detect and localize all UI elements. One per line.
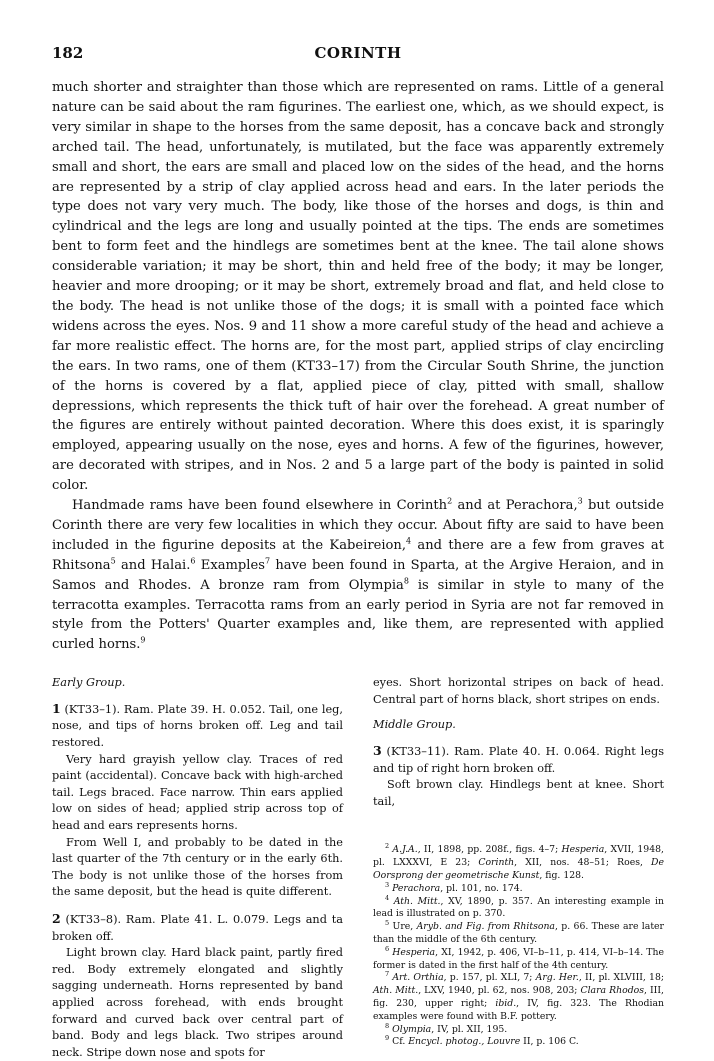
page-header xyxy=(52,44,664,66)
entry-head-text: (KT33–11). Ram. Plate 40. H. 0.064. Right legs and tip of right horn broken off. xyxy=(373,745,664,775)
footnote-text: Ath. Mitt. xyxy=(389,895,441,907)
text-run: and there are a few from graves at Rhitsona xyxy=(52,537,664,573)
footnote-3 xyxy=(373,880,664,896)
footnote-text: II, p. 106 C. xyxy=(520,1036,579,1048)
footnote-text: , p. 157, pl. XLI, 7; xyxy=(443,972,536,984)
footnote-text: Perachora xyxy=(389,882,441,894)
footnote-number: 3 xyxy=(385,880,390,889)
footnote-5 xyxy=(373,921,664,947)
footnote-ref: 6 xyxy=(190,556,196,566)
footnote-text: , LXV, 1940, pl. 62, nos. 908, 203; xyxy=(418,985,581,997)
footnote-text: , II, pl. XLVIII, 18; xyxy=(578,972,665,984)
footnote-number: 2 xyxy=(385,842,390,851)
footnote-text: Olympia xyxy=(389,1023,432,1035)
body-text xyxy=(52,78,664,655)
entry-1-note: From Well I, and probably to be dated in the last quarter of the 7th century or in the early 6th. The body is not unlike those of the horses from the same deposit, but the head is quite different. xyxy=(52,835,343,899)
entry-number: 3 xyxy=(373,743,382,759)
entry-head-text: (KT33–8). Ram. Plate 41. L. 0.079. Legs and ta broken off. xyxy=(52,913,343,943)
footnote-text: A.J.A. xyxy=(389,844,418,856)
footnote-6 xyxy=(373,944,664,973)
page-number: 182 xyxy=(52,44,84,62)
footnote-text: Hesperia xyxy=(561,844,605,856)
footnote-text: Arg. Her. xyxy=(535,972,579,984)
text-run: and Halai. xyxy=(115,557,191,573)
footnote-text: Encycl. photog., Louvre xyxy=(408,1036,521,1048)
footnote-text: , p. 66. These are later than the middle of the 6th century. xyxy=(373,921,665,946)
body-paragraph-2 xyxy=(52,496,664,655)
left-column xyxy=(52,675,343,1061)
footnote-8 xyxy=(373,1021,664,1037)
footnote-text: Corinth xyxy=(478,857,515,869)
text-run: have been found in Sparta, at the Argive Heraion, and in Samos and Rhodes. A bronze ram from Olympia xyxy=(52,557,664,593)
footnote-number: 5 xyxy=(385,919,390,928)
footnote-text: Ure, xyxy=(389,921,417,933)
text-run: but outside Corinth there are very few localities in which they occur. About fifty are said to have been included in the figurine deposits at the Kabeireion, xyxy=(52,498,664,553)
footnote-text: , fig. 128. xyxy=(539,870,585,882)
footnote-text: , XII, nos. 48–51; Roes, xyxy=(514,857,652,869)
footnote-number: 9 xyxy=(385,1034,390,1043)
footnote-text: ibid. xyxy=(495,998,517,1009)
footnote-number: 4 xyxy=(385,893,390,902)
footnote-ref: 2 xyxy=(447,496,453,506)
entry-head-text: (KT33–1). Ram. Plate 39. H. 0.052. Tail, one leg, nose, and tips of horns broken off. Leg and tail restored. xyxy=(52,702,343,750)
catalogue-columns xyxy=(52,675,664,1061)
footnote-number: 8 xyxy=(385,1021,390,1030)
text-run: is similar in style to many of the terracotta examples. Terracotta rams from an early period in Syria are not far removed in style from the Potters' Quarter examples and, like them, are represented with applied curled horns. xyxy=(52,577,665,653)
footnote-text: , IV, fig. 323. The Rhodian examples were found with B.F. pottery. xyxy=(373,998,664,1022)
entry-3-heading xyxy=(373,743,664,777)
footnote-text: Art. Orthia xyxy=(389,972,444,984)
text-run: and at Perachora, xyxy=(452,498,578,514)
entry-2-heading xyxy=(52,911,343,945)
page xyxy=(52,44,664,1061)
footnote-number: 7 xyxy=(385,970,390,979)
footnote-ref: 4 xyxy=(406,536,412,546)
footnote-text: , pl. 101, no. 174. xyxy=(440,882,523,894)
footnote-ref: 8 xyxy=(403,576,409,586)
footnote-text: , XI, 1942, p. 406, VI–b–11, p. 414, VI–b–14. The former is dated in the first half of the 4th century. xyxy=(373,946,664,971)
text-run: Examples xyxy=(195,557,265,573)
footnote-text: , XV, 1890, p. 357. An interesting example in lead is illustrated on p. 370. xyxy=(373,895,664,920)
footnote-ref: 7 xyxy=(264,556,271,566)
footnote-number: 6 xyxy=(385,944,390,953)
group-heading-early: Early Group. xyxy=(52,676,126,690)
footnote-text: , XVII, 1948, pl. LXXXVI, E 23; xyxy=(373,844,664,869)
entry-3-description: Soft brown clay. Hindlegs bent at knee. Short tail, xyxy=(373,778,664,808)
entry-number: 2 xyxy=(52,911,61,926)
right-column xyxy=(373,675,664,1061)
footnote-ref: 5 xyxy=(110,556,116,566)
footnotes xyxy=(373,844,664,1049)
entry-1-description: Very hard grayish yellow clay. Traces of red paint (accidental). Concave back with high-arched tail. Legs braced. Face narrow. Thin ears applied low on sides of head; applied strip across top of head and ears represents horns. xyxy=(52,752,343,833)
footnote-text: Aryb. and Fig. from Rhitsona xyxy=(416,921,555,933)
footnote-ref: 9 xyxy=(140,636,146,646)
entry-number: 1 xyxy=(52,700,61,716)
footnote-9 xyxy=(373,1036,664,1049)
footnote-text: , III, fig. 230, upper right; xyxy=(373,985,664,1009)
entry-2-continuation: eyes. Short horizontal stripes on back of head. Central part of horns black, short stripes on ends. xyxy=(373,676,664,706)
footnote-7 xyxy=(373,972,664,1023)
running-title: CORINTH xyxy=(314,44,402,62)
footnote-text: Clara Rhodos xyxy=(580,985,645,997)
footnote-text: Ath. Mitt. xyxy=(373,985,419,997)
footnote-text: De Oorsprong der geometrische Kunst xyxy=(373,857,664,882)
entry-1-heading xyxy=(52,701,343,752)
footnote-4 xyxy=(373,893,664,922)
footnote-2 xyxy=(373,844,664,882)
group-heading-middle: Middle Group. xyxy=(373,718,456,732)
footnote-text: , II, 1898, pp. 208f., figs. 4–7; xyxy=(417,844,562,856)
entry-2-description: Light brown clay. Hard black paint, partly fired red. Body extremely elongated and slightly sagging underneath. Horns represented by band applied across forehead, with ends brought forward and curved back over central part of band. Body and legs black. Two stripes around neck. Stripe down nose and spots for xyxy=(52,946,343,1059)
footnote-text: Hesperia xyxy=(389,946,436,958)
footnote-text: Cf. xyxy=(389,1036,409,1048)
footnote-ref: 3 xyxy=(577,496,583,506)
text-run: Handmade rams have been found elsewhere in Corinth xyxy=(72,498,448,514)
footnote-text: , IV, pl. XII, 195. xyxy=(431,1023,508,1035)
body-paragraph-1: much shorter and straighter than those which are represented on rams. Little of a general nature can be said about the ram figurines. The earliest one, which, as we should expect, is very similar in shape to the horses from the same deposit, has a concave back and strongly arched tail. The head, unfortunately, is mutilated, but the face was apparently extremely small and short, the ears are small and placed low on the sides of the head, and the horns are represented by a strip of clay applied across head and ears. In the later periods the type does not vary very much. The body, like those of the horses and dogs, is thin and cylindrical and the legs are long and usually pointed at the tips. The ends are sometimes bent to form feet and the hindlegs are sometimes bent at the knee. The tail alone shows considerable variation; it may be short, thin and held free of the body; it may be longer, heavier and more drooping; or it may be short, extremely broad and flat, and held close to the body. The head is not unlike those of the dogs; it is small with a pointed face which widens across the eyes. Nos. 9 and 11 show a more careful study of the head and achieve a far more realistic effect. The horns are, for the most part, applied strips of clay encircling the ears. In two rams, one of them (KT33–17) from the Circular South Shrine, the junction of the horns is covered by a flat, applied piece of clay, pitted with small, shallow depressions, which represents the thick tuft of hair over the forehead. A great number of the figures are entirely without painted decoration. Where this does exist, it is sparingly employed, appearing usually on the nose, eyes and horns. A few of the figurines, however, are decorated with stripes, and in Nos. 2 and 5 a large part of the body is painted in solid color. xyxy=(52,80,664,494)
